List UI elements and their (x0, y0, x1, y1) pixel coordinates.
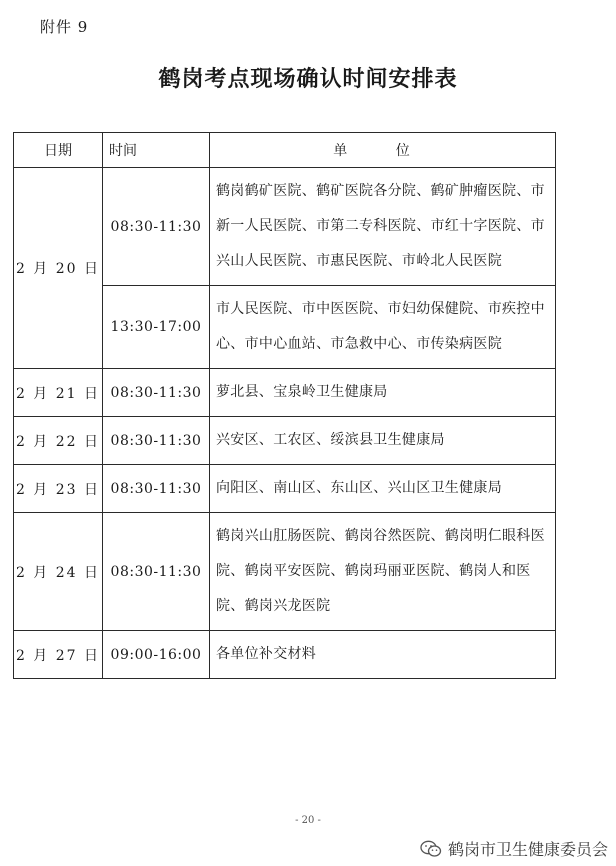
header-unit: 单 位 (210, 133, 556, 168)
date-cell: 2 月 23 日 (14, 465, 103, 513)
unit-cell: 萝北县、宝泉岭卫生健康局 (210, 369, 556, 417)
wechat-icon (420, 840, 442, 858)
header-time: 时间 (103, 133, 210, 168)
page-number: - 20 - (295, 815, 321, 826)
unit-cell: 各单位补交材料 (210, 631, 556, 679)
header-date: 日期 (14, 133, 103, 168)
time-cell: 08:30-11:30 (103, 369, 210, 417)
unit-cell: 鹤岗鹤矿医院、鹤矿医院各分院、鹤矿肿瘤医院、市新一人民医院、市第二专科医院、市红十字医院、市兴山人民医院、市惠民医院、市岭北人民医院 (210, 168, 556, 286)
table-row (14, 513, 556, 631)
unit-cell: 向阳区、南山区、东山区、兴山区卫生健康局 (210, 465, 556, 513)
date-cell: 2 月 24 日 (14, 513, 103, 631)
date-cell: 2 月 21 日 (14, 369, 103, 417)
table-header-row (14, 133, 556, 168)
unit-cell: 兴安区、工农区、绥滨县卫生健康局 (210, 417, 556, 465)
table-row (14, 465, 556, 513)
unit-cell: 鹤岗兴山肛肠医院、鹤岗谷然医院、鹤岗明仁眼科医院、鹤岗平安医院、鹤岗玛丽亚医院、鹤岗人和医院、鹤岗兴龙医院 (210, 513, 556, 631)
date-cell: 2 月 22 日 (14, 417, 103, 465)
table-row (14, 369, 556, 417)
schedule-table (13, 132, 556, 679)
time-cell: 08:30-11:30 (103, 417, 210, 465)
time-cell: 08:30-11:30 (103, 465, 210, 513)
unit-cell: 市人民医院、市中医医院、市妇幼保健院、市疾控中心、市中心血站、市急救中心、市传染病医院 (210, 286, 556, 369)
time-cell: 09:00-16:00 (103, 631, 210, 679)
page-title: 鹤岗考点现场确认时间安排表 (158, 67, 458, 92)
time-cell: 08:30-11:30 (103, 513, 210, 631)
watermark-text: 鹤岗市卫生健康委员会 (447, 840, 608, 859)
table-row (14, 168, 556, 286)
attachment-label: 附件 9 (40, 18, 89, 36)
table-row (14, 631, 556, 679)
table-row (14, 417, 556, 465)
wechat-watermark (420, 837, 608, 860)
date-cell: 2 月 20 日 (14, 168, 103, 369)
date-cell: 2 月 27 日 (14, 631, 103, 679)
time-cell: 08:30-11:30 (103, 168, 210, 286)
time-cell: 13:30-17:00 (103, 286, 210, 369)
